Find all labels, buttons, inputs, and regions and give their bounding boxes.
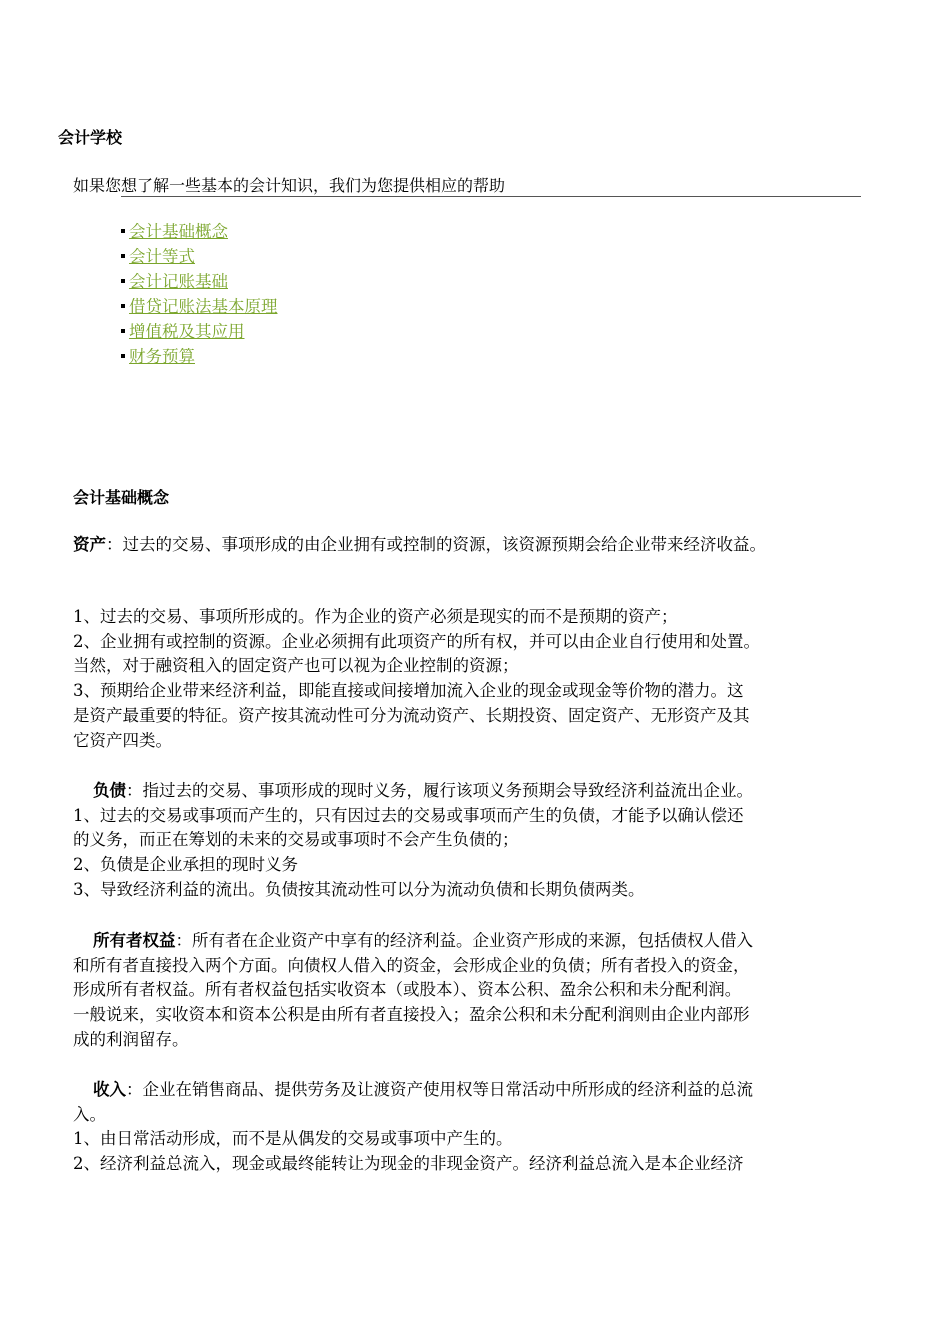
paragraph-line: 3、导致经济利益的流出。负债按其流动性可以分为流动负债和长期负债两类。 — [73, 879, 645, 899]
toc-item — [121, 269, 278, 294]
bullet-icon — [121, 329, 125, 333]
equity-definition-text: ：所有者在企业资产中享有的经济利益。企业资产形成的来源，包括债权人借入 — [175, 931, 753, 950]
toc-link-basic-concepts[interactable]: 会计基础概念 — [129, 222, 228, 241]
toc-item — [121, 244, 278, 269]
paragraph-line: 2、企业拥有或控制的资源。企业必须拥有此项资产的所有权，并可以由企业自行使用和处置。 — [73, 631, 760, 651]
assets-definition — [73, 533, 766, 557]
paragraph-line: 和所有者直接投入两个方面。向债权人借入的资金，会形成企业的负债；所有者投入的资金， — [73, 955, 750, 975]
paragraph-line: 2、负债是企业承担的现时义务 — [73, 855, 298, 875]
toc-link-accounting-equation[interactable]: 会计等式 — [129, 247, 195, 266]
page-title: 会计学校 — [58, 128, 123, 147]
assets-definition-text: ：过去的交易、事项形成的由企业拥有或控制的资源，该资源预期会给企业带来经济收益。 — [106, 535, 766, 554]
toc-link-vat[interactable]: 增值税及其应用 — [129, 322, 245, 341]
revenue-section — [73, 1078, 873, 1177]
revenue-definition — [73, 1078, 873, 1103]
toc-item — [121, 294, 278, 319]
liabilities-definition — [73, 779, 873, 804]
paragraph-line: 成的利润留存。 — [73, 1029, 189, 1049]
equity-definition — [73, 929, 873, 954]
bullet-icon — [121, 254, 125, 258]
liabilities-section — [73, 779, 873, 903]
paragraph-line: 3、预期给企业带来经济利益，即能直接或间接增加流入企业的现金或现金等价物的潜力。这 — [73, 681, 744, 701]
toc-item — [121, 219, 278, 244]
toc-item — [121, 319, 278, 344]
paragraph-line: 形成所有者权益。所有者权益包括实收资本（或股本）、资本公积、盈余公积和未分配利润。 — [73, 980, 742, 1000]
term-equity: 所有者权益 — [93, 931, 176, 950]
paragraph-line: 1、过去的交易、事项所形成的。作为企业的资产必须是现实的而不是预期的资产； — [73, 607, 678, 626]
bullet-icon — [121, 279, 125, 283]
toc-link-bookkeeping-basis[interactable]: 会计记账基础 — [129, 272, 228, 291]
toc-link-budget[interactable]: 财务预算 — [129, 347, 195, 366]
term-liabilities: 负债 — [93, 781, 126, 800]
toc-item — [121, 344, 278, 369]
revenue-definition-text: ：企业在销售商品、提供劳务及让渡资产使用权等日常活动中所形成的经济利益的总流 — [126, 1080, 753, 1099]
assets-details — [73, 605, 873, 753]
term-revenue: 收入 — [93, 1080, 126, 1099]
paragraph-line: 它资产四类。 — [73, 730, 172, 750]
divider — [121, 196, 861, 197]
paragraph-line: 是资产最重要的特征。资产按其流动性可分为流动资产、长期投资、固定资产、无形资产及其 — [73, 705, 750, 725]
paragraph-line: 2、经济利益总流入，现金或最终能转让为现金的非现金资产。经济利益总流入是本企业经济 — [73, 1154, 744, 1174]
liabilities-definition-text: ：指过去的交易、事项形成的现时义务，履行该项义务预期会导致经济利益流出企业。 — [126, 781, 753, 800]
paragraph-line: 的义务，而正在筹划的未来的交易或事项时不会产生负债的； — [73, 830, 519, 850]
paragraph-line: 一般说来，实收资本和资本公积是由所有者直接投入；盈余公积和未分配利润则由企业内部形 — [73, 1005, 750, 1025]
equity-section — [73, 929, 873, 1053]
bullet-icon — [121, 229, 125, 233]
term-assets: 资产 — [73, 535, 106, 554]
bullet-icon — [121, 304, 125, 308]
paragraph-line: 1、过去的交易或事项而产生的，只有因过去的交易或事项而产生的负债，才能予以确认偿还 — [73, 805, 744, 825]
intro-text: 如果您想了解一些基本的会计知识，我们为您提供相应的帮助 — [73, 176, 506, 195]
toc-list — [121, 219, 278, 369]
section-title: 会计基础概念 — [73, 488, 170, 507]
toc-link-debit-credit[interactable]: 借贷记账法基本原理 — [129, 297, 278, 316]
bullet-icon — [121, 354, 125, 358]
paragraph-line: 当然，对于融资租入的固定资产也可以视为企业控制的资源； — [73, 656, 519, 676]
paragraph-line: 入。 — [73, 1104, 106, 1124]
paragraph-line: 1、由日常活动形成，而不是从偶发的交易或事项中产生的。 — [73, 1129, 513, 1149]
